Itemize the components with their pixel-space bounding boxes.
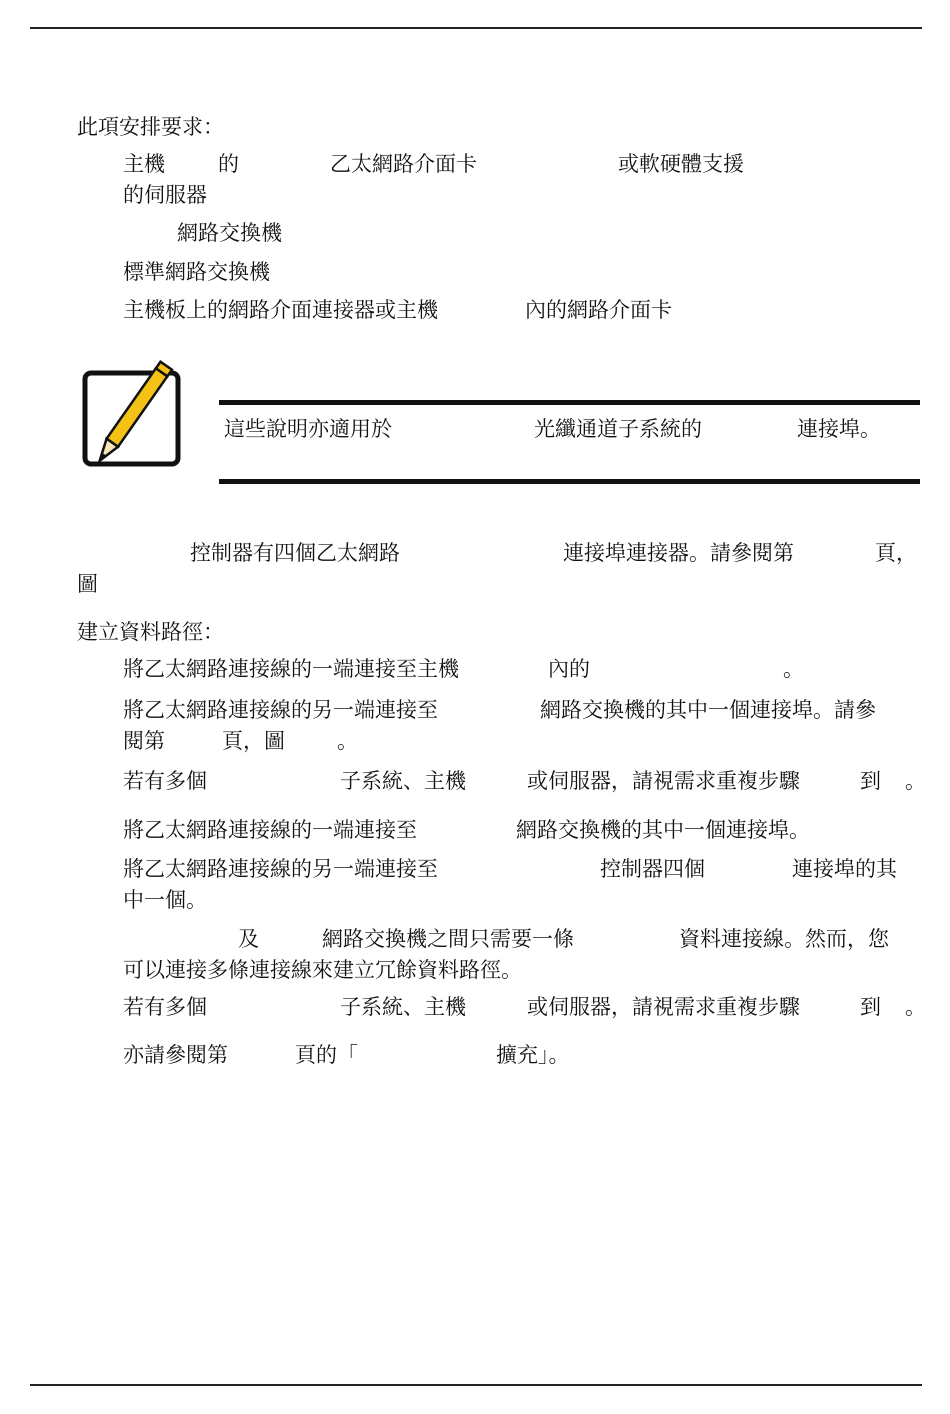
step-2-b: 網路交換機的其中一個連接埠。請參 <box>540 698 876 722</box>
step-note-d: 可以連接多條連接線來建立冗餘資料路徑。 <box>123 958 522 982</box>
step-6-d: 到 <box>860 995 881 1019</box>
step-3-d: 到 <box>860 769 881 793</box>
step-note-c: 資料連接線。然而，您 <box>679 927 889 951</box>
step-1-c: 。 <box>783 657 804 681</box>
note-text-a: 這些說明亦適用於 <box>224 417 392 441</box>
step-3-c: 或伺服器，請視需求重複步驟 <box>527 769 800 793</box>
pencil-note-icon <box>80 358 195 470</box>
note-text-c: 連接埠。 <box>797 417 881 441</box>
controller-figure-ref: 圖 <box>77 572 98 596</box>
see-also-a: 亦請參閱第 <box>123 1043 228 1067</box>
controller-text-c: 頁， <box>875 541 917 565</box>
step-5-b: 控制器四個 <box>600 857 705 881</box>
controller-text-a: 控制器有四個乙太網路 <box>190 541 400 565</box>
note-top-rule <box>219 400 920 405</box>
see-also-b: 頁的「 <box>295 1043 358 1067</box>
step-2-a: 將乙太網路連接線的另一端連接至 <box>123 698 438 722</box>
step-6-c: 或伺服器，請視需求重複步驟 <box>527 995 800 1019</box>
step-4-b: 網路交換機的其中一個連接埠。 <box>516 818 810 842</box>
step-3-a: 若有多個 <box>123 769 207 793</box>
step-6-a: 若有多個 <box>123 995 207 1019</box>
step-3-e: 。 <box>905 769 926 793</box>
requirement-4-a: 主機板上的網路介面連接器或主機 <box>123 298 438 322</box>
step-5-a: 將乙太網路連接線的另一端連接至 <box>123 857 438 881</box>
step-2-d: 頁，圖 <box>222 729 285 753</box>
steps-intro: 建立資料路徑： <box>77 620 224 644</box>
see-also-c: 擴充」。 <box>496 1043 570 1067</box>
step-4-a: 將乙太網路連接線的一端連接至 <box>123 818 417 842</box>
step-6-e: 。 <box>905 995 926 1019</box>
step-3-b: 子系統、主機 <box>340 769 466 793</box>
step-note-a: 及 <box>238 927 259 951</box>
requirement-1-nic: 乙太網路介面卡 <box>330 152 477 176</box>
header-rule <box>30 27 922 29</box>
requirement-1-of: 的 <box>218 152 239 176</box>
footer-rule <box>30 1384 922 1386</box>
requirement-2: 網路交換機 <box>177 221 282 245</box>
requirement-4-b: 內的網路介面卡 <box>525 298 672 322</box>
step-1-a: 將乙太網路連接線的一端連接至主機 <box>123 657 459 681</box>
note-bottom-rule <box>219 479 920 484</box>
controller-text-b: 連接埠連接器。請參閱第 <box>563 541 794 565</box>
requirement-1-support: 或軟硬體支援 <box>618 152 744 176</box>
step-2-e: 。 <box>337 729 358 753</box>
step-5-d: 中一個。 <box>123 888 207 912</box>
step-2-c: 閱第 <box>123 729 165 753</box>
requirement-1-server: 的伺服器 <box>123 183 207 207</box>
requirement-1-host: 主機 <box>123 152 165 176</box>
requirements-intro: 此項安排要求： <box>77 115 224 139</box>
note-text-b: 光纖通道子系統的 <box>534 417 702 441</box>
step-5-c: 連接埠的其 <box>792 857 897 881</box>
requirement-3: 標準網路交換機 <box>123 260 270 284</box>
step-note-b: 網路交換機之間只需要一條 <box>322 927 574 951</box>
step-6-b: 子系統、主機 <box>340 995 466 1019</box>
step-1-b: 內的 <box>548 657 590 681</box>
